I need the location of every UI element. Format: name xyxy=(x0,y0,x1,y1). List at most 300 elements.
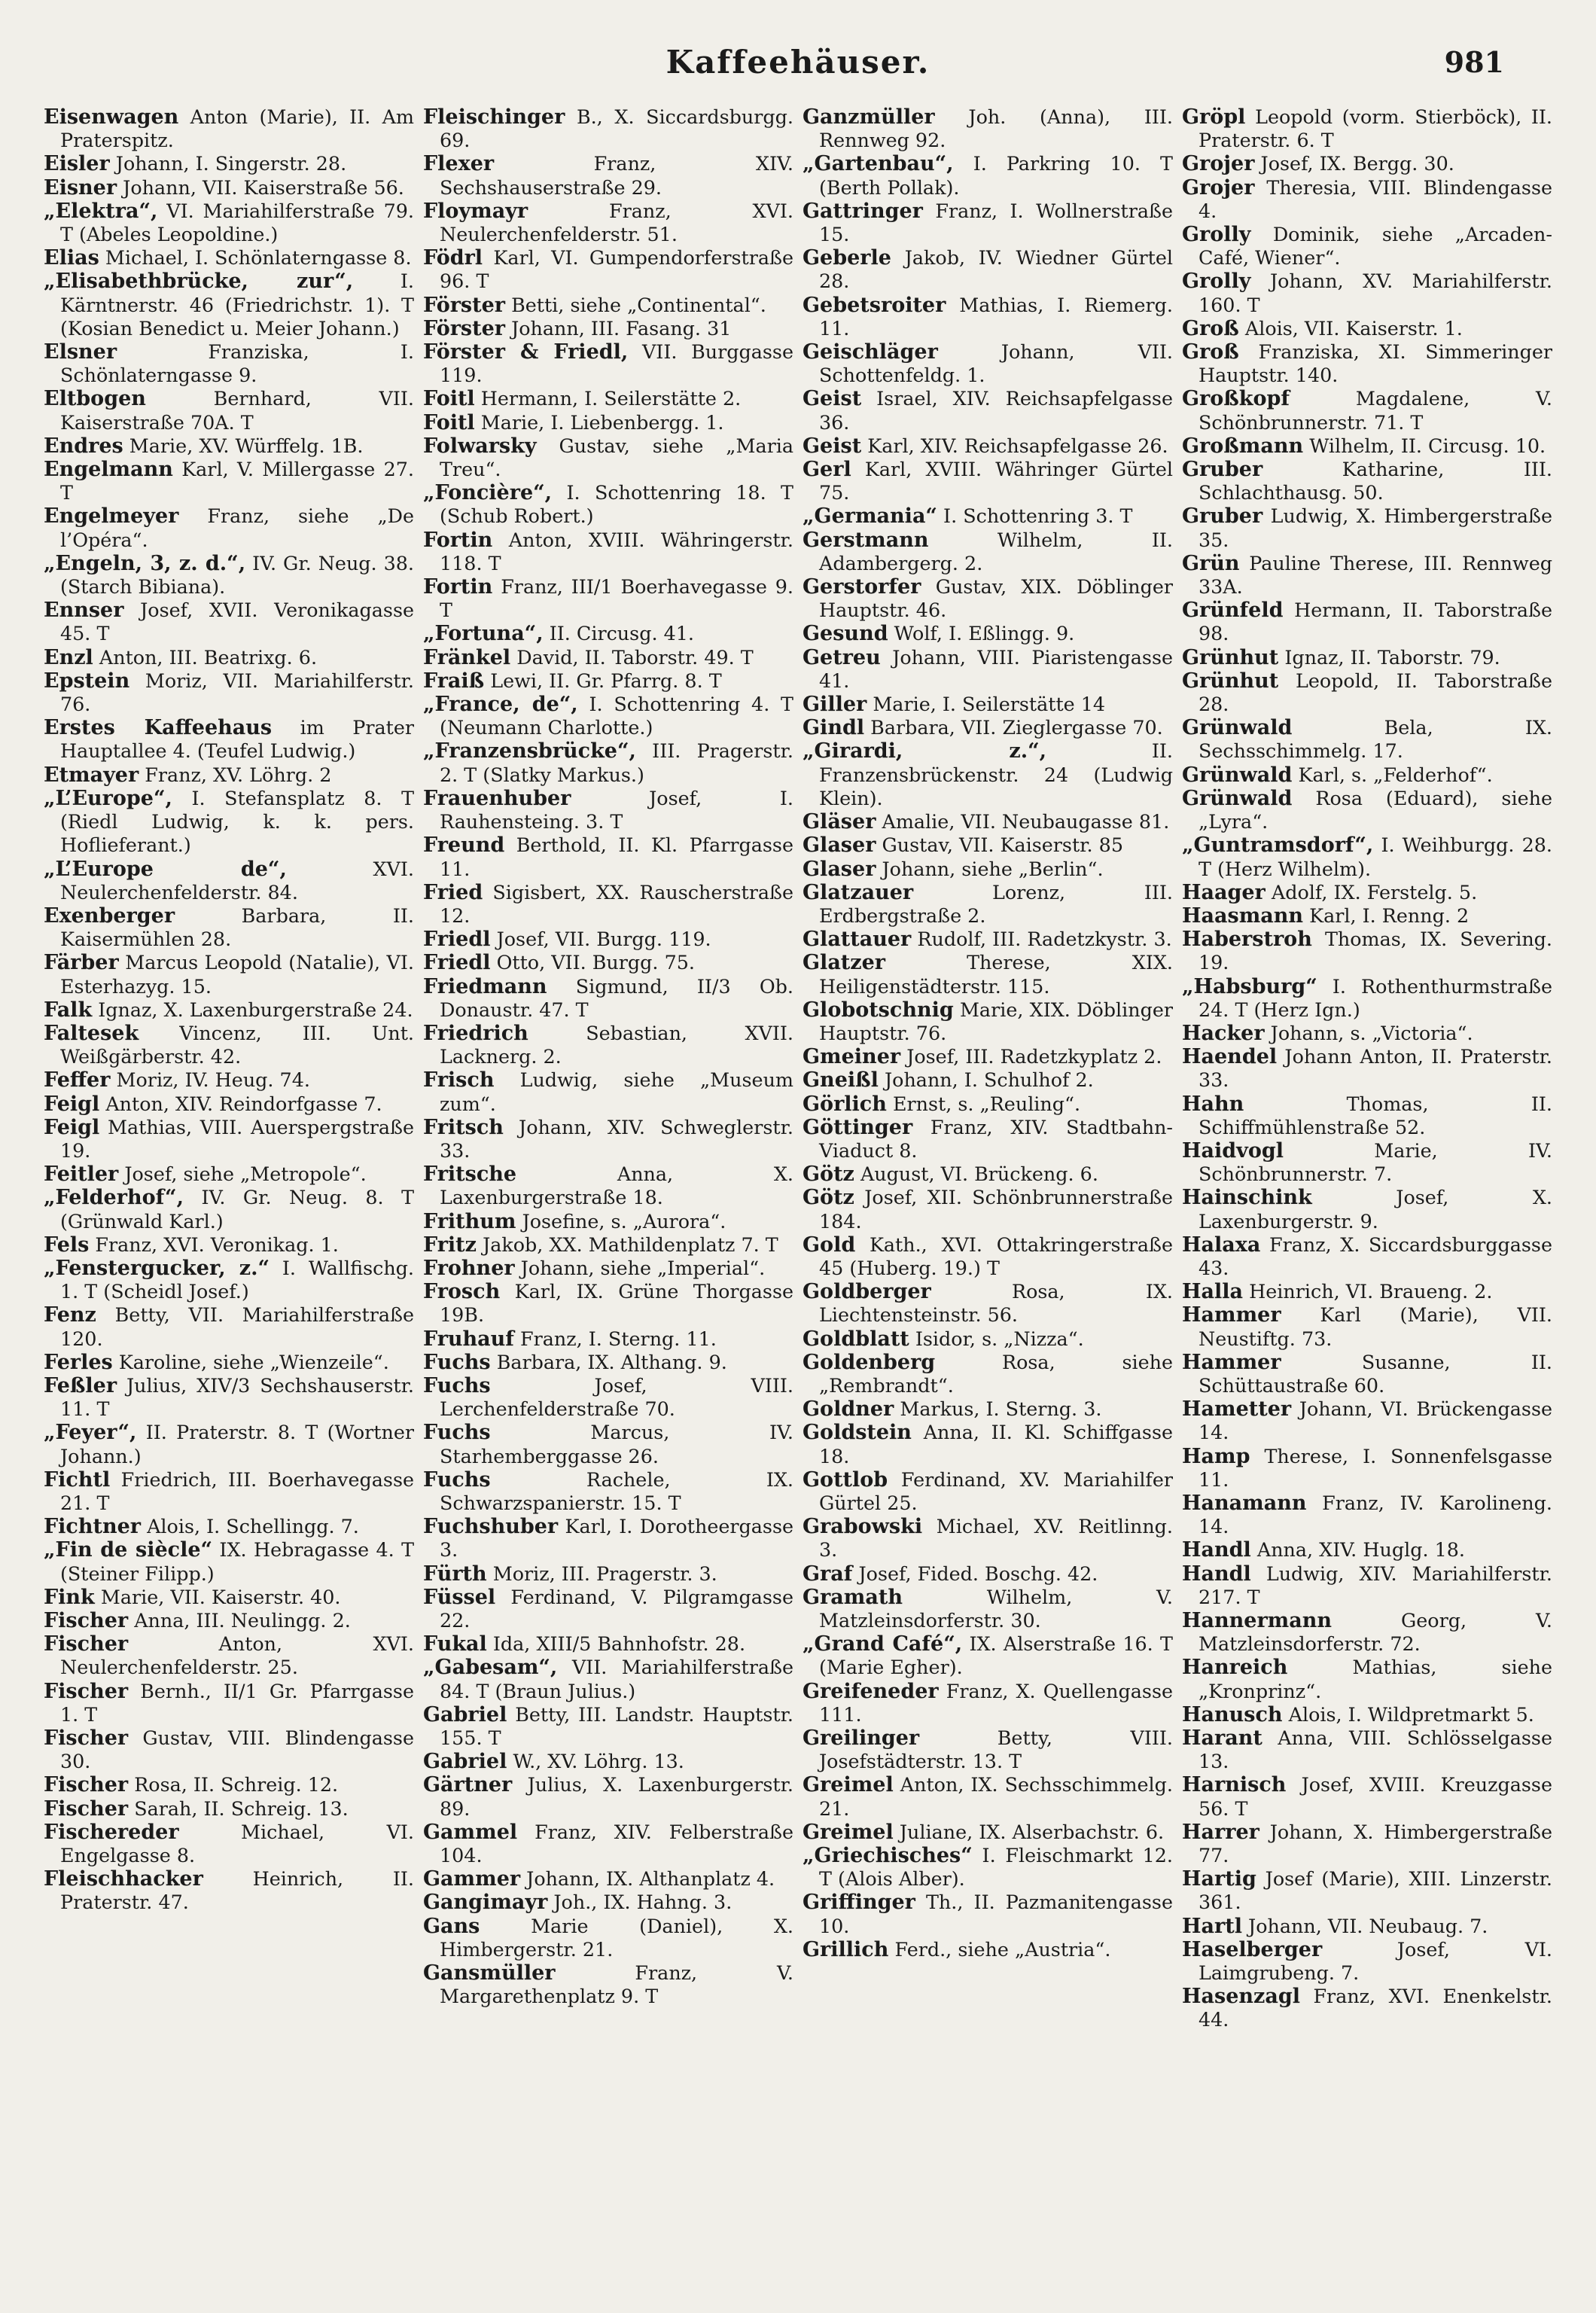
entry-name: Gerstmann xyxy=(803,528,929,552)
entry-details: I. Wallfischg. 1. T (Scheidl Josef.) xyxy=(60,1256,414,1303)
directory-entry xyxy=(1182,387,1552,434)
entry-details: Alois, I. Schellingg. 7. xyxy=(147,1515,359,1538)
directory-entry xyxy=(803,1726,1173,1773)
entry-details: August, VI. Brückeng. 6. xyxy=(860,1163,1098,1186)
entry-details: Karl, V. Millergasse 27. T xyxy=(60,458,414,504)
directory-entry xyxy=(44,1303,414,1350)
entry-name: Götz xyxy=(803,1186,854,1210)
directory-entry xyxy=(1182,1821,1552,1867)
entry-name: Grillich xyxy=(803,1937,889,1961)
entry-name: Görlich xyxy=(803,1092,887,1116)
entry-name: Endres xyxy=(44,434,123,458)
entry-name: „Habsburg“ xyxy=(1182,974,1317,998)
directory-entry xyxy=(44,858,414,904)
directory-entry xyxy=(803,716,1173,739)
entry-name: Haberstroh xyxy=(1182,928,1312,952)
entry-name: „Fenstergucker, z.“ xyxy=(44,1256,270,1280)
directory-entry xyxy=(1182,716,1552,763)
entry-details: Franz, XIV. Felberstraße 104. xyxy=(440,1820,793,1867)
entry-details: Josef, VII. Burgg. 119. xyxy=(496,928,711,951)
entry-details: Ida, XIII/5 Bahnhofstr. 28. xyxy=(492,1632,746,1656)
entry-details: Sebastian, XVII. Lacknerg. 2. xyxy=(440,1021,793,1068)
entry-details: Joh. (Anna), III. Rennweg 92. xyxy=(819,105,1173,152)
entry-name: Geist xyxy=(803,434,862,458)
entry-details: Josefine, s. „Aurora“. xyxy=(522,1209,726,1233)
entry-name: „Engeln, 3, z. d.“, xyxy=(44,551,246,575)
entry-details: Thomas, II. Schiffmühlenstraße 52. xyxy=(1199,1092,1552,1138)
entry-name: Großkopf xyxy=(1182,387,1290,411)
entry-name: „Gabesam“, xyxy=(423,1656,558,1680)
directory-entry xyxy=(423,1632,793,1656)
entry-name: Glattauer xyxy=(803,928,912,952)
entry-name: „Girardi, z.“, xyxy=(803,739,1047,763)
entry-name: Halla xyxy=(1182,1280,1244,1304)
entry-name: Fukal xyxy=(423,1632,487,1656)
entry-details: Johann, VII. Kaiserstraße 56. xyxy=(123,175,404,199)
entry-details: Marcus, IV. Starhemberggasse 26. xyxy=(440,1421,793,1467)
entry-name: Fels xyxy=(44,1233,90,1257)
entry-details: Leopold (vorm. Stierböck), II. Praterstr. 6. T xyxy=(1199,105,1552,152)
directory-entry xyxy=(803,1515,1173,1562)
directory-entry xyxy=(44,787,414,858)
entry-name: Giller xyxy=(803,693,867,717)
entry-name: Eisler xyxy=(44,152,110,176)
entry-details: Anton, III. Beatrixg. 6. xyxy=(99,645,318,669)
entry-details: Barbara, IX. Althang. 9. xyxy=(496,1350,727,1373)
directory-entry xyxy=(803,1938,1173,1961)
entry-details: Marie, XIX. Döblinger Hauptstr. 76. xyxy=(819,998,1173,1044)
entry-details: Betty, VIII. Josefstädterstr. 13. T xyxy=(819,1726,1173,1773)
entry-name: Gesund xyxy=(803,622,888,646)
entry-name: Hammer xyxy=(1182,1350,1281,1374)
entry-details: Jakob, XX. Mathildenplatz 7. T xyxy=(483,1233,778,1256)
entry-details: Franz, X. Quellengasse 111. xyxy=(819,1679,1173,1726)
entry-name: Goldner xyxy=(803,1397,894,1422)
entry-details: Israel, XIV. Reichsapfelgasse 36. xyxy=(819,387,1173,434)
entry-name: Groß xyxy=(1182,316,1239,340)
entry-details: Jakob, IV. Wiedner Gürtel 28. xyxy=(819,246,1173,293)
entry-name: Fink xyxy=(44,1585,95,1609)
entry-name: Frohner xyxy=(423,1256,515,1280)
directory-entry xyxy=(1182,1139,1552,1186)
entry-details: Therese, I. Sonnenfelsgasse 11. xyxy=(1199,1444,1552,1491)
entry-name: Fraiß xyxy=(423,669,485,693)
directory-entry xyxy=(423,340,793,387)
entry-name: Gerstorfer xyxy=(803,575,921,599)
directory-entry xyxy=(1182,458,1552,504)
entry-name: Hainschink xyxy=(1182,1186,1312,1210)
directory-entry xyxy=(423,1327,793,1351)
entry-details: Anton (Marie), II. Am Praterspitz. xyxy=(60,105,414,152)
entry-details: Mathias, I. Riemerg. 11. xyxy=(819,293,1173,340)
directory-entry xyxy=(423,1068,793,1115)
entry-name: Grünwald xyxy=(1182,716,1293,740)
entry-details: II. Circusg. 41. xyxy=(549,622,694,645)
entry-name: Grünhut xyxy=(1182,669,1279,693)
directory-entry xyxy=(1182,881,1552,904)
directory-entry xyxy=(423,1961,793,2008)
entry-name: Frauenhuber xyxy=(423,786,571,810)
directory-entry xyxy=(1182,1726,1552,1773)
entry-name: Hanamann xyxy=(1182,1491,1307,1515)
entry-details: Josef, Fided. Boschg. 42. xyxy=(858,1562,1098,1585)
directory-entry xyxy=(44,1022,414,1068)
entry-name: Glaser xyxy=(803,833,876,858)
directory-entry xyxy=(1182,833,1552,880)
entry-details: Lorenz, III. Erdbergstraße 2. xyxy=(819,880,1173,927)
entry-name: „Feyer“, xyxy=(44,1421,137,1445)
directory-entry xyxy=(803,1562,1173,1586)
entry-name: Eisenwagen xyxy=(44,105,179,129)
directory-entry xyxy=(1182,763,1552,787)
entry-details: Johann, VIII. Piaristengasse 41. xyxy=(819,645,1173,692)
entry-name: „Guntramsdorf“, xyxy=(1182,833,1374,858)
directory-entry xyxy=(423,928,793,951)
entry-name: Foitl xyxy=(423,410,475,434)
directory-entry xyxy=(44,1116,414,1163)
entry-name: Fuchshuber xyxy=(423,1515,559,1539)
entry-name: Graf xyxy=(803,1562,853,1586)
entry-name: Götz xyxy=(803,1163,854,1187)
directory-entry xyxy=(1182,1233,1552,1280)
directory-entry xyxy=(44,434,414,458)
directory-entry xyxy=(44,904,414,951)
directory-entry xyxy=(423,787,793,833)
directory-entry xyxy=(44,1421,414,1467)
directory-entry xyxy=(1182,1609,1552,1656)
entry-name: Friedrich xyxy=(423,1021,528,1045)
entry-details: Josef, X. Laxenburgerstr. 9. xyxy=(1199,1186,1552,1233)
directory-entry xyxy=(423,833,793,880)
entry-details: Ignaz, II. Taborstr. 79. xyxy=(1284,645,1500,669)
directory-entry xyxy=(1182,504,1552,551)
directory-entry xyxy=(44,552,414,599)
entry-details: Anna, II. Kl. Schiffgasse 18. xyxy=(819,1421,1173,1467)
directory-entry xyxy=(423,951,793,974)
entry-name: Gabriel xyxy=(423,1750,507,1774)
directory-entry xyxy=(423,1280,793,1327)
entry-name: Ennser xyxy=(44,599,124,623)
directory-entry xyxy=(44,1515,414,1538)
entry-name: Haidvogl xyxy=(1182,1138,1284,1163)
directory-entry xyxy=(1182,1985,1552,2031)
directory-entry xyxy=(44,1186,414,1233)
directory-entry xyxy=(44,1257,414,1303)
directory-entry xyxy=(423,411,793,434)
entry-name: Gold xyxy=(803,1233,856,1257)
entry-name: Fleischinger xyxy=(423,105,565,129)
entry-details: Barbara, II. Kaisermühlen 28. xyxy=(60,904,414,951)
directory-entry xyxy=(423,246,793,293)
directory-entry xyxy=(1182,904,1552,928)
directory-entry xyxy=(803,1093,1173,1116)
directory-entry xyxy=(423,1562,793,1586)
entry-name: Floymayr xyxy=(423,199,528,223)
directory-entry xyxy=(1182,1773,1552,1820)
entry-name: Ferles xyxy=(44,1350,113,1374)
directory-entry xyxy=(423,1163,793,1209)
entry-details: Katharine, III. Schlachthausg. 50. xyxy=(1199,458,1552,504)
entry-name: Feffer xyxy=(44,1068,111,1093)
directory-entry xyxy=(423,200,793,246)
directory-entry xyxy=(423,1116,793,1163)
entry-name: Fuchs xyxy=(423,1421,491,1445)
entry-details: Karl, I. Dorotheergasse 3. xyxy=(440,1515,793,1562)
directory-entry xyxy=(423,481,793,528)
entry-details: Franz, siehe „De l’Opéra“. xyxy=(60,504,414,551)
entry-details: Karl, XVIII. Währinger Gürtel 75. xyxy=(819,458,1173,504)
directory-entry xyxy=(803,387,1173,434)
entry-details: I. Fleischmarkt 12. T (Alois Alber). xyxy=(819,1844,1173,1891)
directory-entry xyxy=(423,529,793,575)
directory-entry xyxy=(44,1163,414,1186)
entry-details: Friedrich, III. Boerhavegasse 21. T xyxy=(60,1467,414,1514)
entry-details: Pauline Therese, III. Rennweg 33A. xyxy=(1199,551,1552,599)
entry-name: Halaxa xyxy=(1182,1233,1261,1257)
directory-entry xyxy=(44,1797,414,1821)
entry-details: Gustav, siehe „Maria Treu“. xyxy=(440,434,793,481)
entry-details: IV. Gr. Neug. 38. (Starch Bibiana). xyxy=(60,551,414,599)
entry-name: Haasmann xyxy=(1182,904,1304,928)
directory-entry xyxy=(423,1233,793,1257)
directory-entry xyxy=(803,458,1173,504)
directory-entry xyxy=(803,1680,1173,1726)
entry-name: Frithum xyxy=(423,1209,516,1233)
directory-entry xyxy=(803,622,1173,645)
directory-entry xyxy=(803,246,1173,293)
entry-details: Michael, XV. Reitlinng. 3. xyxy=(819,1515,1173,1562)
entry-name: „Fortuna“, xyxy=(423,622,544,646)
entry-name: Fichtner xyxy=(44,1515,142,1539)
entry-details: Theresia, VIII. Blindengasse 4. xyxy=(1199,175,1552,222)
entry-details: Johann, siehe „Imperial“. xyxy=(520,1256,766,1279)
entry-details: Joh., IX. Hahng. 3. xyxy=(553,1891,733,1914)
entry-details: Rachele, IX. Schwarzspanierstr. 15. T xyxy=(440,1467,793,1514)
entry-details: Johann, VII. Neubaug. 7. xyxy=(1248,1914,1488,1937)
entry-details: Rosa (Eduard), siehe „Lyra“. xyxy=(1199,786,1552,833)
entry-name: „Franzensbrücke“, xyxy=(423,739,636,763)
entry-details: Betty, III. Landstr. Hauptstr. 155. T xyxy=(440,1702,793,1750)
entry-name: Gottlob xyxy=(803,1467,888,1492)
entry-name: Grolly xyxy=(1182,270,1251,294)
entry-name: Hametter xyxy=(1182,1397,1292,1422)
directory-entry xyxy=(803,1468,1173,1515)
entry-details: Johann, VII. Schottenfeldg. 1. xyxy=(819,340,1173,387)
entry-details: Karoline, siehe „Wienzeile“. xyxy=(118,1350,389,1373)
entry-details: I. Stefansplatz 8. T (Riedl Ludwig, k. k. pers. Hoflieferant.) xyxy=(60,786,414,857)
entry-name: Hannermann xyxy=(1182,1609,1332,1632)
entry-details: Johann Anton, II. Praterstr. 33. xyxy=(1199,1045,1552,1092)
entry-details: Josef, I. Rauhensteing. 3. T xyxy=(440,786,793,833)
directory-entry xyxy=(44,340,414,387)
entry-details: Franz, I. Wollnerstraße 15. xyxy=(819,199,1173,246)
entry-details: Alois, VII. Kaiserstr. 1. xyxy=(1244,316,1463,340)
entry-name: Exenberger xyxy=(44,904,175,928)
entry-details: Wilhelm, II. Circusg. 10. xyxy=(1309,434,1546,457)
entry-details: David, II. Taborstr. 49. T xyxy=(516,645,754,669)
entry-details: I. Parkring 10. T (Berth Pollak). xyxy=(819,152,1173,199)
entry-details: Adolf, IX. Ferstelg. 5. xyxy=(1271,880,1478,904)
entry-details: W., XV. Löhrg. 13. xyxy=(513,1750,684,1773)
entry-details: Marie, VII. Kaiserstr. 40. xyxy=(100,1585,341,1608)
entry-name: Füssel xyxy=(423,1585,496,1609)
entry-name: Fuchs xyxy=(423,1350,491,1374)
entry-name: Fenz xyxy=(44,1303,96,1327)
entry-name: Geist xyxy=(803,387,862,411)
directory-entry xyxy=(803,294,1173,340)
directory-entry xyxy=(44,599,414,645)
entry-name: „Elisabethbrücke, zur“, xyxy=(44,270,354,294)
entry-details: Marie, I. Seilerstätte 14 xyxy=(873,693,1106,716)
directory-entry xyxy=(423,434,793,481)
directory-entry xyxy=(423,1867,793,1891)
directory-entry xyxy=(803,434,1173,458)
directory-entry xyxy=(423,622,793,645)
entry-details: Michael, VI. Engelgasse 8. xyxy=(60,1820,414,1867)
directory-entry xyxy=(423,317,793,340)
entry-details: Anton, XVIII. Währingerstr. 118. T xyxy=(440,528,793,574)
entry-details: II. Praterstr. 8. T (Wortner Johann.) xyxy=(60,1421,414,1467)
entry-name: Födrl xyxy=(423,246,483,270)
entry-name: Frosch xyxy=(423,1280,501,1304)
entry-details: Johann, I. Schulhof 2. xyxy=(884,1068,1094,1092)
entry-details: Ferdinand, XV. Mariahilfer Gürtel 25. xyxy=(819,1467,1173,1514)
entry-details: Marie (Daniel), X. Himbergerstr. 21. xyxy=(440,1914,793,1961)
directory-entry xyxy=(1182,1915,1552,1938)
entry-name: Greilinger xyxy=(803,1726,920,1751)
entry-name: Engelmeyer xyxy=(44,504,179,529)
entry-details: Johann, IX. Althanplatz 4. xyxy=(526,1867,775,1891)
directory-entry xyxy=(803,1397,1173,1421)
entry-details: Moriz, III. Pragerstr. 3. xyxy=(492,1562,717,1585)
entry-name: „Gartenbau“, xyxy=(803,152,954,176)
directory-entry xyxy=(803,1068,1173,1092)
entry-details: Ludwig, X. Himbergerstraße 35. xyxy=(1199,504,1552,551)
entry-details: Ludwig, XIV. Mariahilferstr. 217. T xyxy=(1199,1562,1552,1608)
entry-details: Anton, IX. Sechsschimmelg. 21. xyxy=(819,1773,1173,1820)
entry-details: Moriz, VII. Mariahilferstr. 76. xyxy=(60,669,414,716)
directory-entry xyxy=(44,1821,414,1867)
entry-name: Hamp xyxy=(1182,1444,1250,1468)
entry-name: Fortin xyxy=(423,528,493,552)
entry-name: Gammer xyxy=(423,1867,521,1891)
entry-details: Johann, X. Himbergerstraße 77. xyxy=(1199,1820,1552,1867)
entry-details: XVI. Neulerchenfelderstr. 84. xyxy=(60,857,414,904)
directory-entry xyxy=(1182,1938,1552,1985)
directory-entry xyxy=(423,1257,793,1280)
entry-name: Geberle xyxy=(803,246,891,270)
entry-name: „Foncière“, xyxy=(423,481,553,505)
entry-name: Greimel xyxy=(803,1820,894,1844)
directory-entry xyxy=(1182,1280,1552,1303)
entry-name: Goldstein xyxy=(803,1421,912,1445)
entry-name: Handl xyxy=(1182,1562,1251,1586)
entry-name: Friedl xyxy=(423,951,491,975)
entry-details: Mathias, VIII. Auerspergstraße 19. xyxy=(60,1115,414,1162)
entry-name: Förster xyxy=(423,293,506,317)
directory-entry xyxy=(423,105,793,152)
directory-entry xyxy=(803,739,1173,810)
entry-name: „L’Europe de“, xyxy=(44,857,287,881)
directory-entry xyxy=(44,1726,414,1773)
entry-name: „Fin de siècle“ xyxy=(44,1538,213,1562)
entry-name: Gans xyxy=(423,1914,480,1938)
entry-details: Gustav, VII. Kaiserstr. 85 xyxy=(882,833,1123,857)
directory-entry xyxy=(44,504,414,551)
entry-details: I. Schottenring 18. T (Schub Robert.) xyxy=(440,481,793,528)
entry-details: Vincenz, III. Unt. Weißgärberstr. 42. xyxy=(60,1021,414,1068)
entry-name: Förster & Friedl, xyxy=(423,340,629,364)
entry-details: Th., II. Pazmanitengasse 10. xyxy=(819,1891,1173,1937)
entry-name: Eisner xyxy=(44,175,117,200)
entry-details: Sigisbert, XX. Rauscherstraße 12. xyxy=(440,880,793,927)
entry-name: Hahn xyxy=(1182,1092,1244,1116)
entry-details: Johann, s. „Victoria“. xyxy=(1270,1021,1473,1044)
entry-details: Ignaz, X. Laxenburgerstraße 24. xyxy=(98,998,413,1021)
directory-entry xyxy=(803,1586,1173,1632)
directory-entry xyxy=(423,1022,793,1068)
entry-details: Lewi, II. Gr. Pfarrg. 8. T xyxy=(490,669,722,692)
directory-entry xyxy=(423,881,793,928)
entry-name: Greimel xyxy=(803,1773,894,1797)
entry-name: Fischer xyxy=(44,1796,129,1821)
directory-entry xyxy=(423,975,793,1022)
directory-entry xyxy=(423,693,793,739)
directory-entry xyxy=(44,1586,414,1609)
directory-entry xyxy=(44,646,414,669)
entry-name: Gindl xyxy=(803,716,865,740)
entry-name: Erstes Kaffeehaus xyxy=(44,716,273,740)
entry-details: II. Franzensbrückenstr. 24 (Ludwig Klein). xyxy=(819,739,1173,809)
entry-name: Gneißl xyxy=(803,1068,879,1093)
entry-name: Haselberger xyxy=(1182,1937,1323,1961)
entry-details: Josef, VIII. Lerchenfelderstraße 70. xyxy=(440,1373,793,1421)
directory-entry xyxy=(1182,223,1552,270)
entry-name: Gruber xyxy=(1182,504,1263,529)
entry-name: Gruber xyxy=(1182,458,1263,482)
directory-entry xyxy=(803,1632,1173,1679)
directory-entry xyxy=(1182,975,1552,1022)
entry-details: Karl, I. Renng. 2 xyxy=(1309,904,1470,927)
entry-name: Großmann xyxy=(1182,434,1304,458)
entry-details: Susanne, II. Schüttaustraße 60. xyxy=(1199,1350,1552,1397)
directory-entry xyxy=(1182,1492,1552,1538)
entry-name: „Felderhof“, xyxy=(44,1186,184,1210)
entry-details: Karl, IX. Grüne Thorgasse 19B. xyxy=(440,1280,793,1327)
directory-entry xyxy=(803,1844,1173,1891)
directory-entry xyxy=(423,1750,793,1773)
entry-details: Julius, X. Laxenburgerstr. 89. xyxy=(440,1773,793,1820)
entry-name: Foitl xyxy=(423,387,475,411)
directory-entry xyxy=(803,1821,1173,1844)
directory-entry xyxy=(44,669,414,716)
entry-name: „France, de“, xyxy=(423,693,578,717)
entry-name: Förster xyxy=(423,316,506,340)
entry-name: Gattringer xyxy=(803,199,923,223)
entry-name: Gammel xyxy=(423,1820,518,1844)
directory-entry xyxy=(423,575,793,622)
directory-entry xyxy=(803,998,1173,1045)
entry-details: Josef (Marie), XIII. Linzerstr. 361. xyxy=(1199,1867,1552,1914)
directory-entry xyxy=(803,693,1173,716)
directory-entry xyxy=(1182,928,1552,974)
directory-entry xyxy=(423,1821,793,1867)
entry-details: Markus, I. Sterng. 3. xyxy=(900,1397,1102,1421)
entry-details: Gustav, XIX. Döblinger Hauptstr. 46. xyxy=(819,575,1173,622)
entry-details: Ernst, s. „Reuling“. xyxy=(892,1092,1081,1115)
directory-entry xyxy=(44,1773,414,1796)
entry-details: Heinrich, VI. Braueng. 2. xyxy=(1249,1280,1493,1303)
